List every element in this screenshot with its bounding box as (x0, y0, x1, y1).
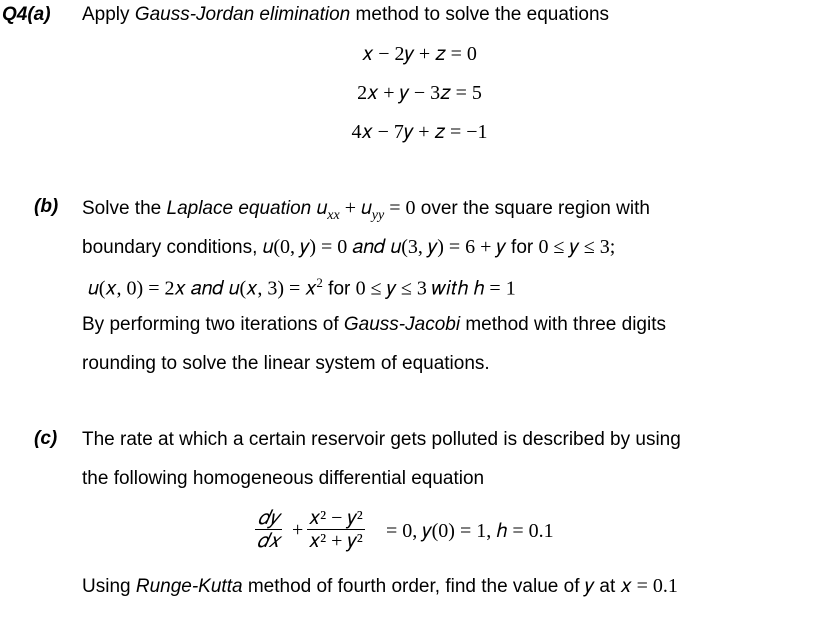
intro-pre: Apply (82, 4, 135, 25)
question-label-b: (b) (34, 196, 59, 217)
b-l4-pre: By performing two iterations of (82, 314, 344, 335)
question-b-line-1 (82, 197, 650, 224)
b-l2-text: boundary conditions, (82, 237, 263, 258)
question-c-line-4 (82, 575, 678, 598)
question-label-c: (c) (34, 428, 58, 449)
b-l4-post: method with three digits (460, 314, 667, 335)
question-b-line-5: rounding to solve the linear system of equations. (82, 353, 490, 374)
c-l4-y: 𝑦 (584, 575, 595, 597)
frac1-denominator: 𝑑𝑥 (257, 530, 280, 552)
b-l3-math-2: 0 ≤ 𝑦 ≤ 3 𝑤𝑖𝑡ℎ ℎ = 1 (355, 277, 516, 300)
b-l1-post: over the square region with (415, 198, 650, 219)
plus: + (339, 197, 361, 219)
question-a-intro (82, 4, 609, 26)
u-symbol-2: 𝑢 (361, 197, 372, 219)
equation-name: Laplace equation (166, 198, 312, 219)
equation-3: 4𝑥 − 7𝑦 + 𝑧 = −1 (351, 121, 488, 143)
question-c-line-2: the following homogeneous differential equation (82, 468, 485, 489)
ode-tail: = 0, 𝑦(0) = 1, ℎ = 0.1 (386, 520, 554, 542)
c-l4-x: 𝑥 = 0.1 (620, 575, 678, 597)
frac2-denominator: 𝑥² + 𝑦² (309, 530, 363, 552)
b-l2-math: 𝑢(0, 𝑦) = 0 𝑎𝑛𝑑 𝑢(3, 𝑦) = 6 + 𝑦 (262, 236, 506, 258)
u-symbol-1: 𝑢 (316, 197, 328, 219)
b-l3-for: for (322, 278, 356, 300)
plus-sign: + (292, 519, 304, 541)
frac2-numerator: 𝑥² − 𝑦² (309, 507, 363, 529)
question-label-a: Q4(a) (2, 4, 51, 25)
question-c-line-1: The rate at which a certain reservoir gets polluted is described by using (82, 429, 681, 450)
fraction-dy-dx (255, 507, 282, 552)
sub-yy: yy (371, 208, 385, 223)
b-l2-range: 0 ≤ 𝑦 ≤ 3; (538, 236, 616, 258)
b-l1-pre: Solve the (82, 198, 167, 219)
c-l4-method: Runge-Kutta (135, 576, 243, 597)
question-b-line-2 (82, 236, 615, 259)
b-l4-method: Gauss-Jacobi (343, 314, 461, 335)
sub-xx: xx (327, 208, 340, 223)
c-l4-at: at (594, 576, 621, 597)
frac1-numerator: 𝑑𝑦 (257, 507, 279, 529)
intro-post: method to solve the equations (350, 4, 610, 25)
question-b-line-4 (82, 314, 666, 336)
uxx (316, 197, 416, 223)
b-l3-sup: 2 (316, 275, 323, 290)
fraction-xy (307, 507, 365, 552)
c-l4-mid: method of fourth order, find the value of (242, 576, 585, 597)
c-l4-pre: Using (82, 576, 136, 597)
equals-zero: = 0 (384, 197, 416, 219)
equation-2: 2𝑥 + 𝑦 − 3𝑧 = 5 (357, 82, 482, 104)
question-b-line-3 (88, 275, 516, 300)
b-l2-for: for (505, 237, 539, 258)
b-l3-math-1: 𝑢(𝑥, 0) = 2𝑥 𝑎𝑛𝑑 𝑢(𝑥, 3) = 𝑥 (88, 277, 317, 300)
equation-1: 𝑥 − 2𝑦 + 𝑧 = 0 (362, 43, 477, 65)
method-name: Gauss-Jordan elimination (134, 4, 351, 25)
